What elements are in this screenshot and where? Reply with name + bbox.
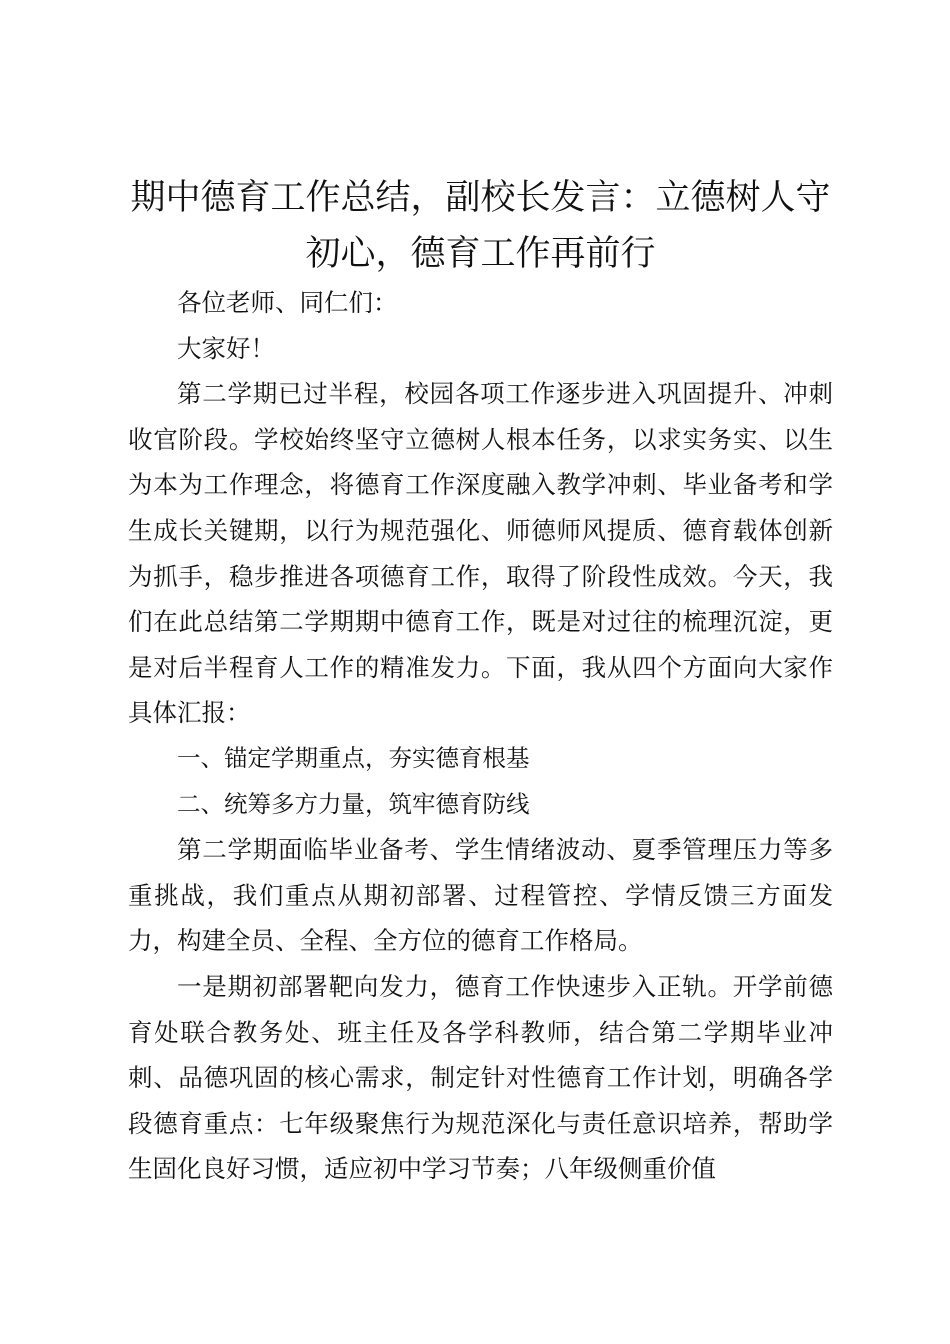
body-paragraph: 第二学期面临毕业备考、学生情绪波动、夏季管理压力等多重挑战，我们重点从期初部署、过程管控、学情反馈三方面发力，构建全员、全程、全方位的德育工作格局。 (128, 835, 833, 956)
greeting: 大家好！ (177, 333, 275, 363)
title-line-2: 初心，德育工作再前行 (305, 234, 656, 274)
document-body (128, 280, 833, 1192)
title-line-1: 期中德育工作总结，副校长发言：立德树人守 (130, 178, 831, 218)
body-paragraph: 一是期初部署靶向发力，德育工作快速步入正轨。开学前德育处联合教务处、班主任及各学科教师，结合第二学期毕业冲刺、品德巩固的核心需求，制定针对性德育工作计划，明确各学段德育重点：七年级聚焦行为规范深化与责任意识培养，帮助学生固化良好习惯，适应初中学习节奏；八年级侧重价值 (128, 971, 833, 1184)
document-title (128, 170, 833, 282)
salutation: 各位老师、同仁们： (177, 288, 398, 317)
intro-paragraph: 第二学期已过半程，校园各项工作逐步进入巩固提升、冲刺收官阶段。学校始终坚守立德树人根本任务，以求实务实、以生为本为工作理念，将德育工作深度融入教学冲刺、毕业备考和学生成长关键期，以行为规范强化、师德师风提质、德育载体创新为抓手，稳步推进各项德育工作，取得了阶段性成效。今天，我们在此总结第二学期期中德育工作，既是对过往的梳理沉淀，更是对后半程育人工作的精准发力。下面，我从四个方面向大家作具体汇报： (128, 379, 833, 728)
section-heading-1: 一、锚定学期重点，夯实德育根基 (177, 743, 530, 772)
section-heading-2: 二、统筹多方力量，筑牢德育防线 (177, 789, 530, 818)
